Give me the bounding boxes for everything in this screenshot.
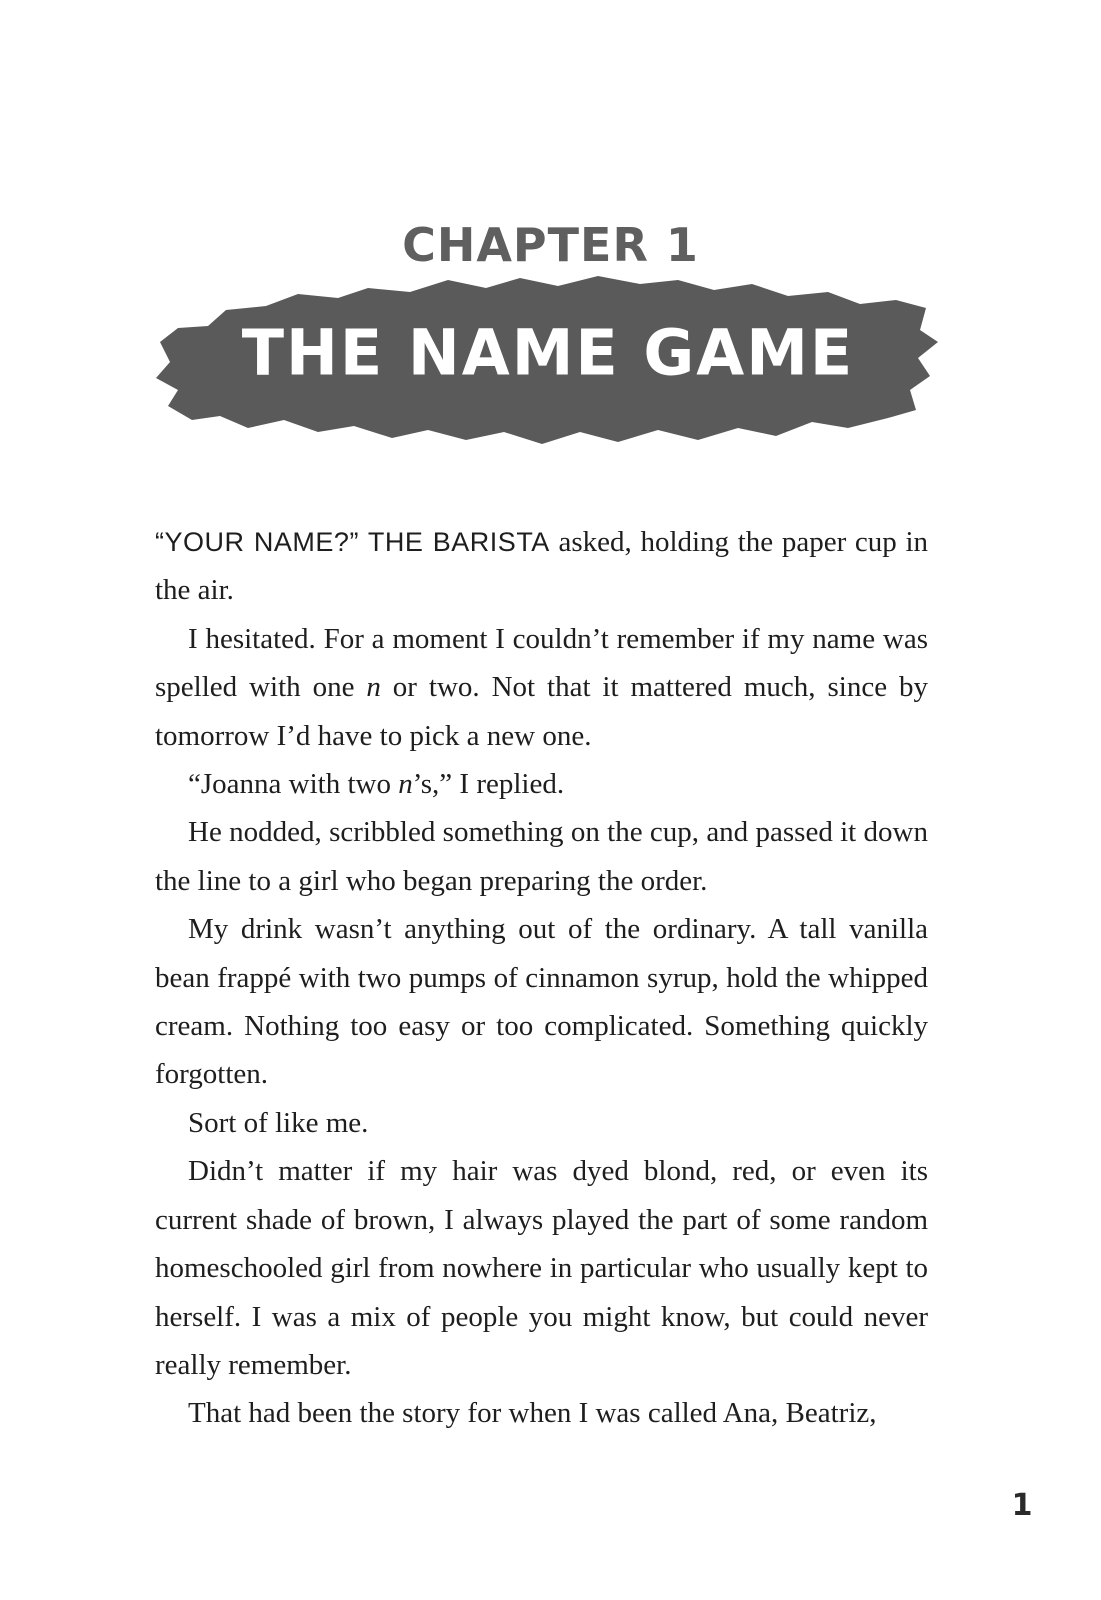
paragraph-1-text: asked, holding the paper cup in the air. — [155, 526, 928, 607]
paragraph-5: My drink wasn’t anything out of the ordinary. A tall vanilla bean frappé with two pumps of cinnamon syrup, hold the whipped cream. Nothing too easy or too complicated. Something quickly forgotten. — [155, 913, 928, 1091]
paragraph-2 — [155, 615, 928, 760]
page-number: 1 — [1011, 1488, 1033, 1523]
paragraph-3-text-a: “Joanna with two — [188, 768, 399, 801]
paragraph-2-text-b: or two. Not that it mattered much, since by tomorrow I’d have to pick a new one. — [155, 671, 928, 752]
italic-letter: n — [366, 671, 381, 704]
paragraph-1 — [155, 518, 928, 615]
paragraph-7: Didn’t matter if my hair was dyed blond, red, or even its current shade of brown, I always played the part of some random homeschooled girl from nowhere in particular who usually kept to herself. I was a mix of people you might know, but could never really remember. — [155, 1155, 928, 1381]
paragraph-2-text-a: I hesitated. For a moment I couldn’t remember if my name was spelled with one — [155, 622, 928, 704]
chapter-body — [155, 518, 928, 1438]
opening-small-caps: “YOUR NAME?” THE BARISTA — [155, 527, 550, 557]
paragraph-3 — [155, 760, 928, 808]
paragraph-3-text-b: ’s,” I replied. — [412, 768, 565, 801]
chapter-label: CHAPTER 1 — [402, 218, 699, 272]
paragraph-8: That had been the story for when I was called Ana, Beatriz, — [188, 1397, 877, 1430]
paragraph-4: He nodded, scribbled something on the cup, and passed it down the line to a girl who began preparing the order. — [155, 816, 928, 897]
chapter-title-banner — [148, 270, 948, 450]
paragraph-6: Sort of like me. — [188, 1106, 369, 1139]
chapter-title: THE NAME GAME — [241, 315, 855, 390]
italic-letter: n — [398, 768, 413, 801]
